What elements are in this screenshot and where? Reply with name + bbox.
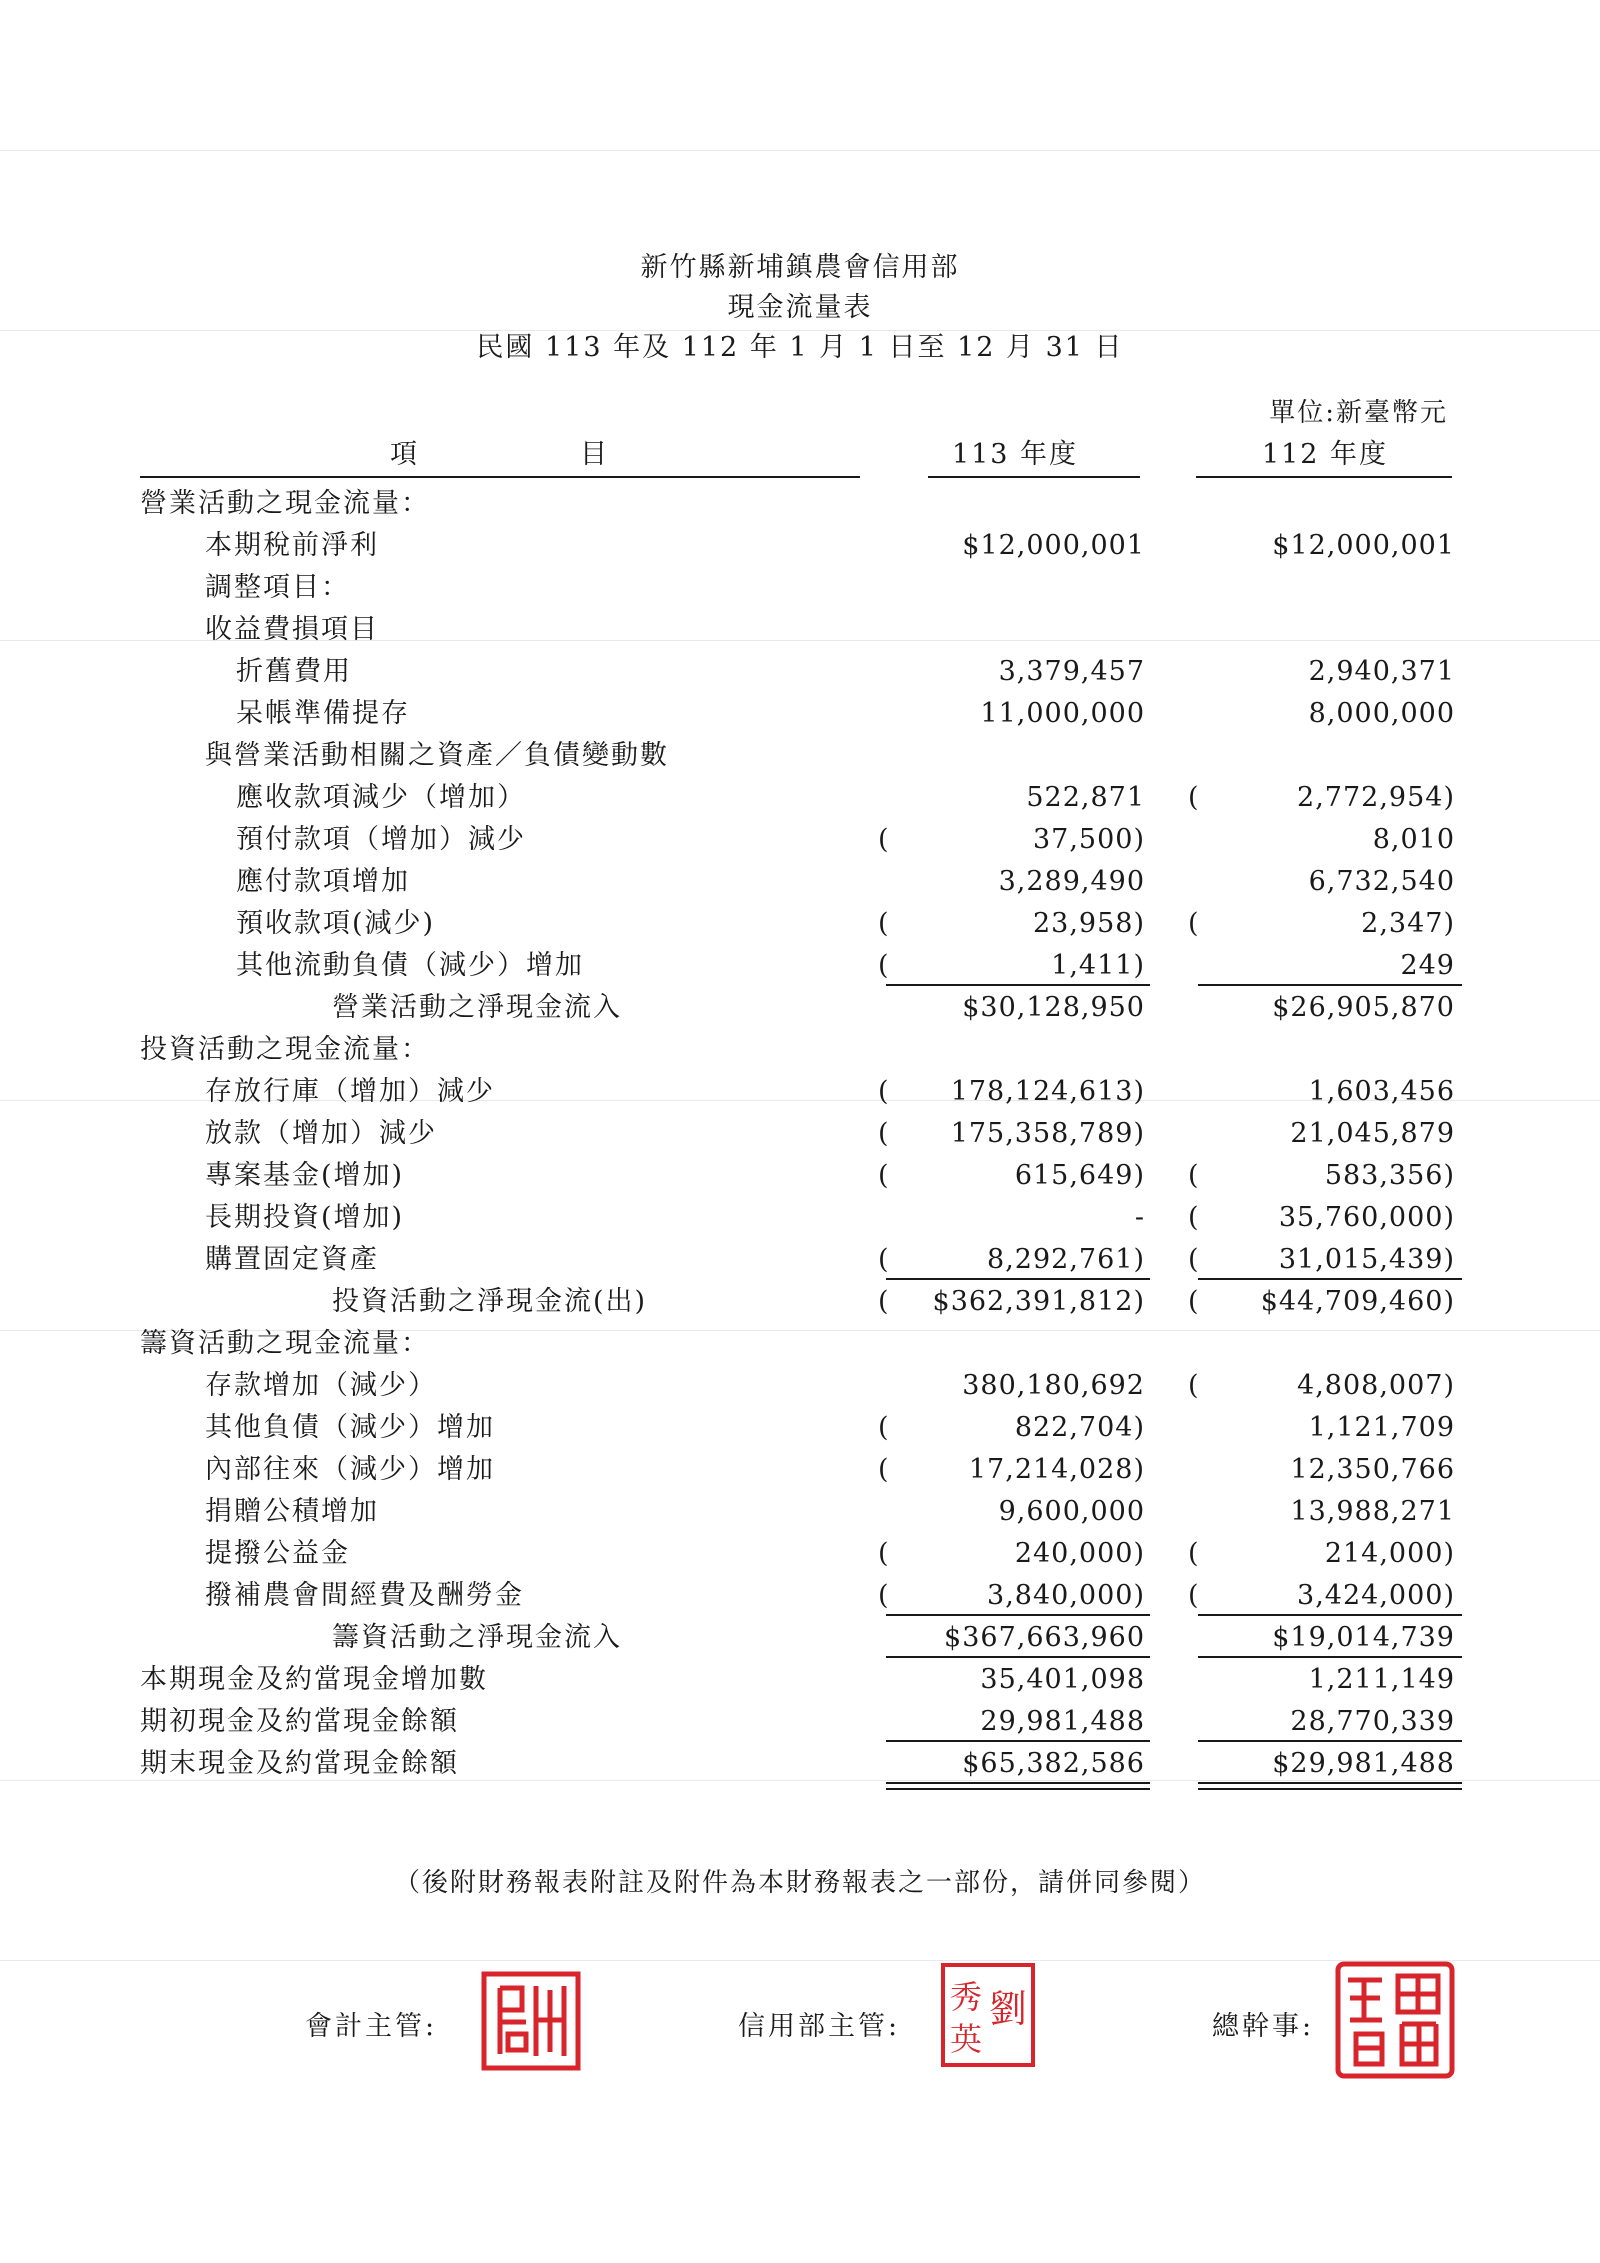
table-row xyxy=(0,820,1600,860)
paren-open: ( xyxy=(878,824,889,855)
row-label: 存放行庫（增加）減少 xyxy=(205,1076,495,1107)
total-underline xyxy=(1198,1614,1462,1616)
table-row xyxy=(0,568,1600,608)
value-112: 214,000) xyxy=(1324,1538,1455,1569)
table-row xyxy=(0,1576,1600,1616)
header-rule xyxy=(928,476,1140,478)
signature-general-label: 總幹事: xyxy=(1212,2011,1315,2042)
value-113: 8,292,761) xyxy=(987,1244,1145,1275)
row-label: 呆帳準備提存 xyxy=(236,698,410,729)
row-label: 專案基金(增加) xyxy=(205,1160,405,1191)
value-112: $29,981,488 xyxy=(1272,1748,1455,1779)
table-row xyxy=(0,1156,1600,1196)
column-header-113: 113 年度 xyxy=(951,439,1079,470)
total-underline xyxy=(886,1782,1150,1784)
total-underline xyxy=(886,1656,1150,1658)
total-underline xyxy=(1198,1740,1462,1742)
total-underline xyxy=(1198,1278,1462,1280)
table-row xyxy=(0,1450,1600,1490)
row-label: 放款（增加）減少 xyxy=(205,1118,437,1149)
table-row xyxy=(0,1114,1600,1154)
row-label: 籌資活動之現金流量： xyxy=(140,1328,430,1359)
table-row xyxy=(0,988,1600,1028)
paren-open: ( xyxy=(878,950,889,981)
org-name: 新竹縣新埔鎮農會信用部 xyxy=(640,252,960,283)
table-row xyxy=(0,1282,1600,1322)
general-manager-seal xyxy=(1332,1958,1458,2082)
value-113: 240,000) xyxy=(1014,1538,1145,1569)
table-row xyxy=(0,1198,1600,1238)
value-112: $44,709,460) xyxy=(1260,1286,1455,1317)
value-113: 178,124,613) xyxy=(950,1076,1145,1107)
signature-accounting-label: 會計主管: xyxy=(305,2011,438,2042)
table-row xyxy=(0,946,1600,986)
row-label: 期初現金及約當現金餘額 xyxy=(140,1706,459,1737)
value-112: $12,000,001 xyxy=(1272,530,1455,561)
paren-open: ( xyxy=(1188,782,1199,813)
table-row xyxy=(0,694,1600,734)
value-113: 11,000,000 xyxy=(980,698,1145,729)
total-underline xyxy=(886,1740,1150,1742)
table-row xyxy=(0,526,1600,566)
row-label: 投資活動之現金流量： xyxy=(140,1034,430,1065)
paren-open: ( xyxy=(1188,1160,1199,1191)
value-112: 3,424,000) xyxy=(1297,1580,1455,1611)
total-underline xyxy=(886,1614,1150,1616)
paren-open: ( xyxy=(1188,1286,1199,1317)
value-112: 31,015,439) xyxy=(1278,1244,1455,1275)
paren-open: ( xyxy=(1188,908,1199,939)
table-row xyxy=(0,1240,1600,1280)
value-112: $26,905,870 xyxy=(1272,992,1455,1023)
row-label: 其他流動負債（減少）增加 xyxy=(236,950,584,981)
row-label: 本期現金及約當現金增加數 xyxy=(140,1664,488,1695)
total-underline xyxy=(1198,1782,1462,1784)
value-112: 2,772,954) xyxy=(1297,782,1455,813)
value-112: 2,347) xyxy=(1361,908,1455,939)
accounting-seal xyxy=(478,1968,584,2074)
value-113: $367,663,960 xyxy=(944,1622,1145,1653)
value-112: 1,603,456 xyxy=(1308,1076,1455,1107)
row-label: 調整項目： xyxy=(205,572,350,603)
table-row xyxy=(0,1366,1600,1406)
header-rule xyxy=(140,476,860,478)
value-113: 3,379,457 xyxy=(998,656,1145,687)
table-row xyxy=(0,1618,1600,1658)
value-113: $362,391,812) xyxy=(932,1286,1145,1317)
total-underline xyxy=(1198,1656,1462,1658)
value-113: 175,358,789) xyxy=(950,1118,1145,1149)
row-label: 預收款項(減少) xyxy=(236,908,436,939)
value-113: 615,649) xyxy=(1014,1160,1145,1191)
row-label: 營業活動之現金流量： xyxy=(140,488,430,519)
row-label: 其他負債（減少）增加 xyxy=(205,1412,495,1443)
table-row xyxy=(0,904,1600,944)
value-113: 37,500) xyxy=(1032,824,1145,855)
column-header-item-2: 目 xyxy=(580,439,609,470)
total-underline xyxy=(886,984,1150,986)
value-113: $12,000,001 xyxy=(962,530,1145,561)
table-row xyxy=(0,610,1600,650)
table-row xyxy=(0,1660,1600,1700)
paren-open: ( xyxy=(878,1118,889,1149)
value-113: 3,840,000) xyxy=(987,1580,1145,1611)
row-label: 與營業活動相關之資產／負債變動數 xyxy=(205,740,669,771)
value-112: 1,121,709 xyxy=(1308,1412,1455,1443)
report-header xyxy=(0,248,1600,368)
value-112: 1,211,149 xyxy=(1308,1664,1455,1695)
footnote: （後附財務報表附註及附件為本財務報表之一部份，請併同參閱） xyxy=(393,1868,1206,1898)
table-row xyxy=(0,1702,1600,1742)
value-112: 6,732,540 xyxy=(1308,866,1455,897)
row-label: 預付款項（增加）減少 xyxy=(236,824,526,855)
table-row xyxy=(0,1492,1600,1532)
row-label: 投資活動之淨現金流(出) xyxy=(332,1286,648,1317)
row-label: 收益費損項目 xyxy=(205,614,379,645)
row-label: 購置固定資產 xyxy=(205,1244,379,1275)
table-row xyxy=(0,1030,1600,1070)
row-label: 提撥公益金 xyxy=(205,1538,350,1569)
paren-open: ( xyxy=(878,1160,889,1191)
value-113: 522,871 xyxy=(1026,782,1145,813)
paren-open: ( xyxy=(878,1454,889,1485)
row-label: 內部往來（減少）增加 xyxy=(205,1454,495,1485)
table-row xyxy=(0,652,1600,692)
value-112: 8,010 xyxy=(1372,824,1455,855)
table-row xyxy=(0,778,1600,818)
total-underline xyxy=(1198,984,1462,986)
value-112: 4,808,007) xyxy=(1297,1370,1455,1401)
paren-open: ( xyxy=(1188,1244,1199,1275)
total-underline xyxy=(886,1278,1150,1280)
value-112: 35,760,000) xyxy=(1278,1202,1455,1233)
row-label: 營業活動之淨現金流入 xyxy=(332,992,622,1023)
row-label: 折舊費用 xyxy=(236,656,352,687)
value-112: 21,045,879 xyxy=(1290,1118,1455,1149)
paren-open: ( xyxy=(878,1412,889,1443)
value-113: 29,981,488 xyxy=(980,1706,1145,1737)
table-row xyxy=(0,862,1600,902)
value-112: 583,356) xyxy=(1324,1160,1455,1191)
value-113: 822,704) xyxy=(1014,1412,1145,1443)
signature-credit-label: 信用部主管: xyxy=(738,2011,901,2042)
paren-open: ( xyxy=(878,908,889,939)
value-113: 3,289,490 xyxy=(998,866,1145,897)
table-row xyxy=(0,484,1600,524)
table-row xyxy=(0,1072,1600,1112)
total-double-underline xyxy=(1198,1788,1462,1790)
total-double-underline xyxy=(886,1788,1150,1790)
table-row xyxy=(0,1534,1600,1574)
value-113: 9,600,000 xyxy=(998,1496,1145,1527)
paren-open: ( xyxy=(878,1286,889,1317)
row-label: 籌資活動之淨現金流入 xyxy=(332,1622,622,1653)
value-112: 2,940,371 xyxy=(1308,656,1455,687)
row-label: 應收款項減少（增加） xyxy=(236,782,526,813)
paren-open: ( xyxy=(878,1538,889,1569)
table-row xyxy=(0,1408,1600,1448)
value-112: $19,014,739 xyxy=(1272,1622,1455,1653)
value-113: 23,958) xyxy=(1032,908,1145,939)
paren-open: ( xyxy=(878,1580,889,1611)
table-row xyxy=(0,736,1600,776)
value-112: 13,988,271 xyxy=(1290,1496,1455,1527)
report-period: 民國 113 年及 112 年 1 月 1 日至 12 月 31 日 xyxy=(476,332,1124,363)
paren-open: ( xyxy=(878,1076,889,1107)
value-113: - xyxy=(1134,1202,1145,1233)
credit-seal-char-1: 秀 xyxy=(949,1978,983,2016)
paren-open: ( xyxy=(1188,1580,1199,1611)
value-113: 1,411) xyxy=(1051,950,1145,981)
credit-seal-char-2: 劉 xyxy=(988,1987,1028,2031)
value-113: 35,401,098 xyxy=(980,1664,1145,1695)
value-112: 249 xyxy=(1400,950,1455,981)
report-title: 現金流量表 xyxy=(727,292,873,323)
value-112: 12,350,766 xyxy=(1290,1454,1455,1485)
value-112: 8,000,000 xyxy=(1308,698,1455,729)
credit-seal-char-3: 英 xyxy=(949,2020,983,2058)
header-rule xyxy=(1196,476,1452,478)
row-label: 本期稅前淨利 xyxy=(205,530,379,561)
paren-open: ( xyxy=(878,1244,889,1275)
value-112: 28,770,339 xyxy=(1290,1706,1455,1737)
credit-seal xyxy=(938,1960,1038,2070)
scan-line xyxy=(0,150,1600,151)
row-label: 存款增加（減少） xyxy=(205,1370,437,1401)
value-113: $65,382,586 xyxy=(962,1748,1145,1779)
row-label: 長期投資(增加) xyxy=(205,1202,405,1233)
column-header-item-1: 項 xyxy=(390,439,419,470)
table-row xyxy=(0,1744,1600,1784)
paren-open: ( xyxy=(1188,1538,1199,1569)
table-row xyxy=(0,1324,1600,1364)
row-label: 捐贈公積增加 xyxy=(205,1496,379,1527)
value-113: $30,128,950 xyxy=(962,992,1145,1023)
column-header-112: 112 年度 xyxy=(1261,439,1389,470)
paren-open: ( xyxy=(1188,1370,1199,1401)
paren-open: ( xyxy=(1188,1202,1199,1233)
row-label: 應付款項增加 xyxy=(236,866,410,897)
value-113: 380,180,692 xyxy=(962,1370,1145,1401)
value-113: 17,214,028) xyxy=(968,1454,1145,1485)
row-label: 撥補農會間經費及酬勞金 xyxy=(205,1580,524,1611)
currency-unit: 單位:新臺幣元 xyxy=(1269,398,1448,428)
row-label: 期末現金及約當現金餘額 xyxy=(140,1748,459,1779)
